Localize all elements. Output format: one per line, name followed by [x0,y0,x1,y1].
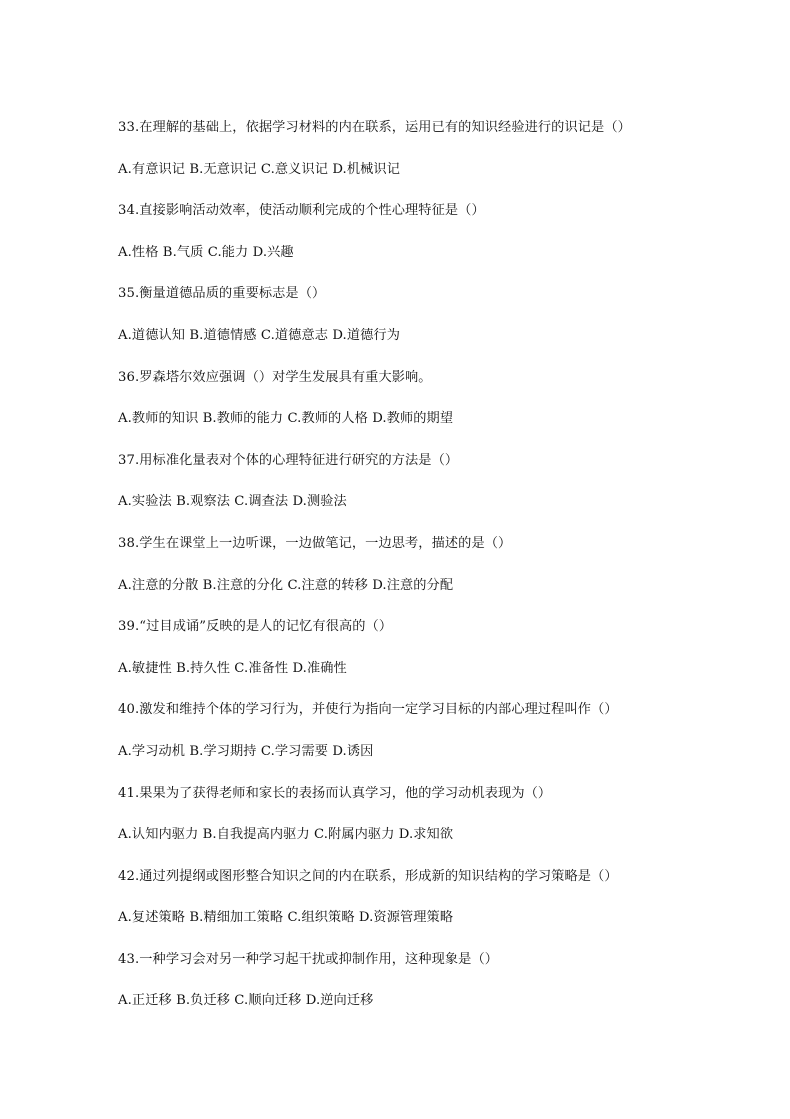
question-39-options: A.敏捷性 B.持久性 C.准备性 D.准确性 [118,660,347,676]
question-35-stem: 35.衡量道德品质的重要标志是（） [118,286,326,302]
question-43-options: A.正迁移 B.负迁移 C.顺向迁移 D.逆向迁移 [118,993,374,1009]
question-34-stem: 34.直接影响活动效率，使活动顺利完成的个性心理特征是（） [118,203,485,219]
question-43-stem: 43.一种学习会对另一种学习起干扰或抑制作用，这种现象是（） [118,951,499,967]
question-36-options: A.教师的知识 B.教师的能力 C.教师的人格 D.教师的期望 [118,411,454,427]
question-39-stem: 39.“过目成诵”反映的是人的记忆有很高的（） [118,619,393,635]
question-37-options: A.实验法 B.观察法 C.调查法 D.测验法 [118,494,347,510]
question-40-options: A.学习动机 B.学习期持 C.学习需要 D.诱因 [118,743,374,759]
question-42-stem: 42.通过列提纲或图形整合知识之间的内在联系，形成新的知识结构的学习策略是（） [118,868,618,884]
question-42-options: A.复述策略 B.精细加工策略 C.组织策略 D.资源管理策略 [118,910,454,926]
question-41-options: A.认知内驱力 B.自我提高内驱力 C.附属内驱力 D.求知欲 [118,827,454,843]
question-list [118,116,718,1031]
question-41-stem: 41.果果为了获得老师和家长的表扬而认真学习，他的学习动机表现为（） [118,785,552,801]
question-38-options: A.注意的分散 B.注意的分化 C.注意的转移 D.注意的分配 [118,577,454,593]
question-40-stem: 40.激发和维持个体的学习行为，并使行为指向一定学习目标的内部心理过程叫作（） [118,702,618,718]
question-33-options: A.有意识记 B.无意识记 C.意义识记 D.机械识记 [118,161,400,177]
question-36-stem: 36.罗森塔尔效应强调（）对学生发展具有重大影响。 [118,369,432,385]
question-37-stem: 37.用标准化量表对个体的心理特征进行研究的方法是（） [118,452,459,468]
question-38-stem: 38.学生在课堂上一边听课，一边做笔记，一边思考，描述的是（） [118,535,512,551]
question-33-stem: 33.在理解的基础上，依据学习材料的内在联系，运用已有的知识经验进行的识记是（） [118,120,631,135]
question-35-options: A.道德认知 B.道德情感 C.道德意志 D.道德行为 [118,327,400,343]
question-34-options: A.性格 B.气质 C.能力 D.兴趣 [118,244,294,260]
